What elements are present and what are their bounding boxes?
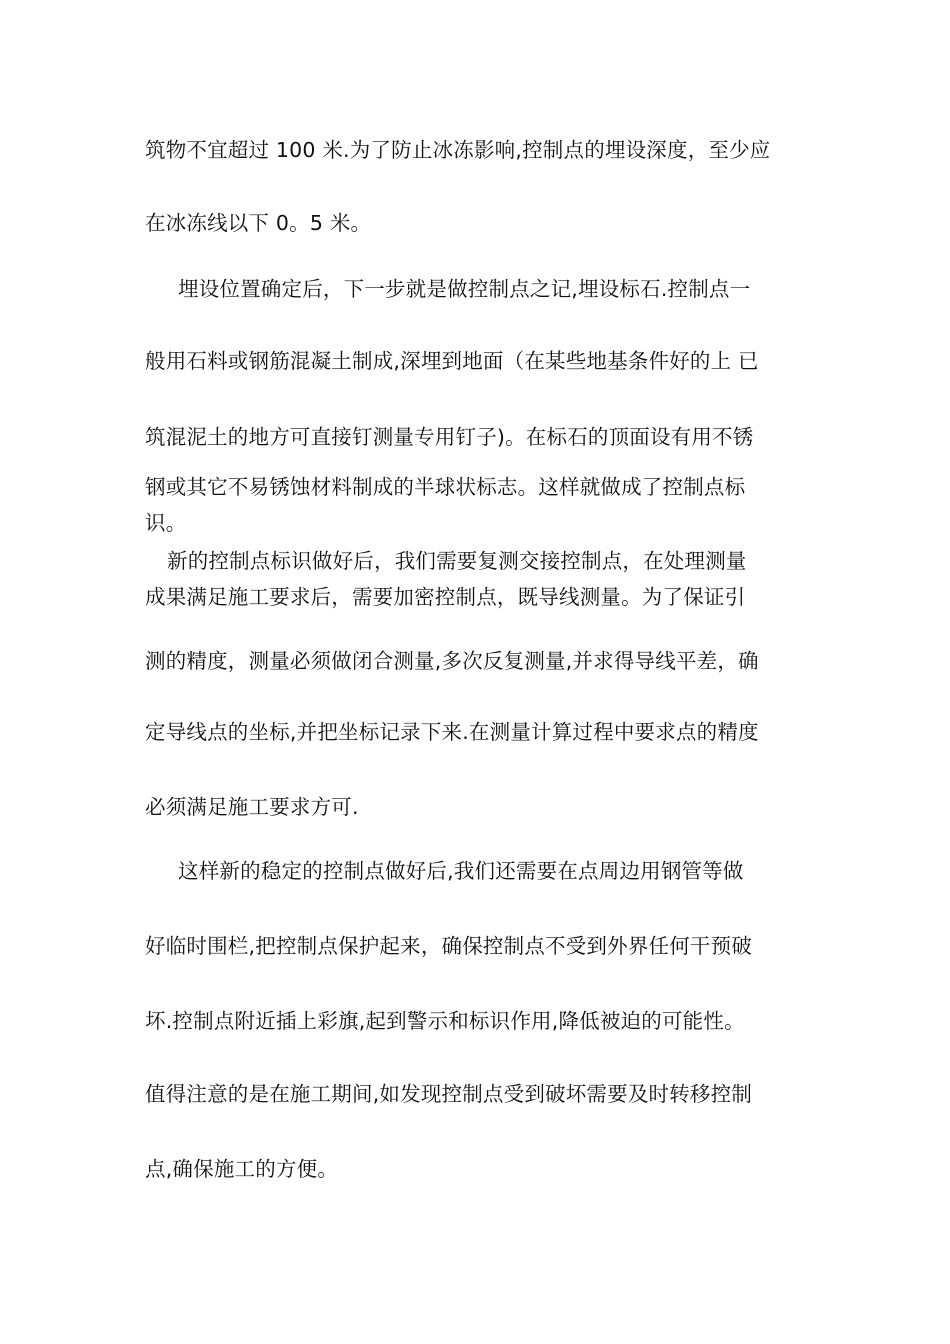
text-line: 钢或其它不易锈蚀材料制成的半球状标志。这样就做成了控制点标 bbox=[145, 475, 746, 499]
text-line: 坏.控制点附近插上彩旗,起到警示和标识作用,降低被迫的可能性。 bbox=[145, 1009, 745, 1033]
paragraph-first-line: 新的控制点标识做好后，我们需要复测交接控制点，在处理测量 bbox=[167, 549, 747, 573]
paragraph-first-line: 埋设位置确定后，下一步就是做控制点之记,埋设标石.控制点一 bbox=[178, 277, 751, 301]
text-line: 定导线点的坐标,并把坐标记录下来.在测量计算过程中要求点的精度 bbox=[145, 720, 759, 744]
text-line: 般用石料或钢筋混凝土制成,深埋到地面（在某些地基条件好的上 已 bbox=[145, 349, 759, 373]
text-line: 在冰冻线以下 0。5 米。 bbox=[145, 211, 372, 235]
text-line: 点,确保施工的方便。 bbox=[145, 1157, 339, 1181]
text-line: 测的精度，测量必须做闭合测量,多次反复测量,并求得导线平差，确 bbox=[145, 649, 759, 673]
text-line: 识。 bbox=[145, 511, 187, 535]
text-line: 必须满足施工要求方可. bbox=[145, 795, 359, 819]
text-line: 值得注意的是在施工期间,如发现控制点受到破坏需要及时转移控制 bbox=[145, 1082, 753, 1106]
text-line: 好临时围栏,把控制点保护起来，确保控制点不受到外界任何干预破 bbox=[145, 934, 753, 958]
text-line: 成果满足施工要求后，需要加密控制点，既导线测量。为了保证引 bbox=[145, 585, 746, 609]
text-line: 筑物不宜超过 100 米.为了防止冰冻影响,控制点的埋设深度，至少应 bbox=[145, 138, 771, 162]
text-line: 筑混泥土的地方可直接钉测量专用钉子)。在标石的顶面设有用不锈 bbox=[145, 425, 754, 449]
paragraph-first-line: 这样新的稳定的控制点做好后,我们还需要在点周边用钢管等做 bbox=[178, 859, 744, 883]
